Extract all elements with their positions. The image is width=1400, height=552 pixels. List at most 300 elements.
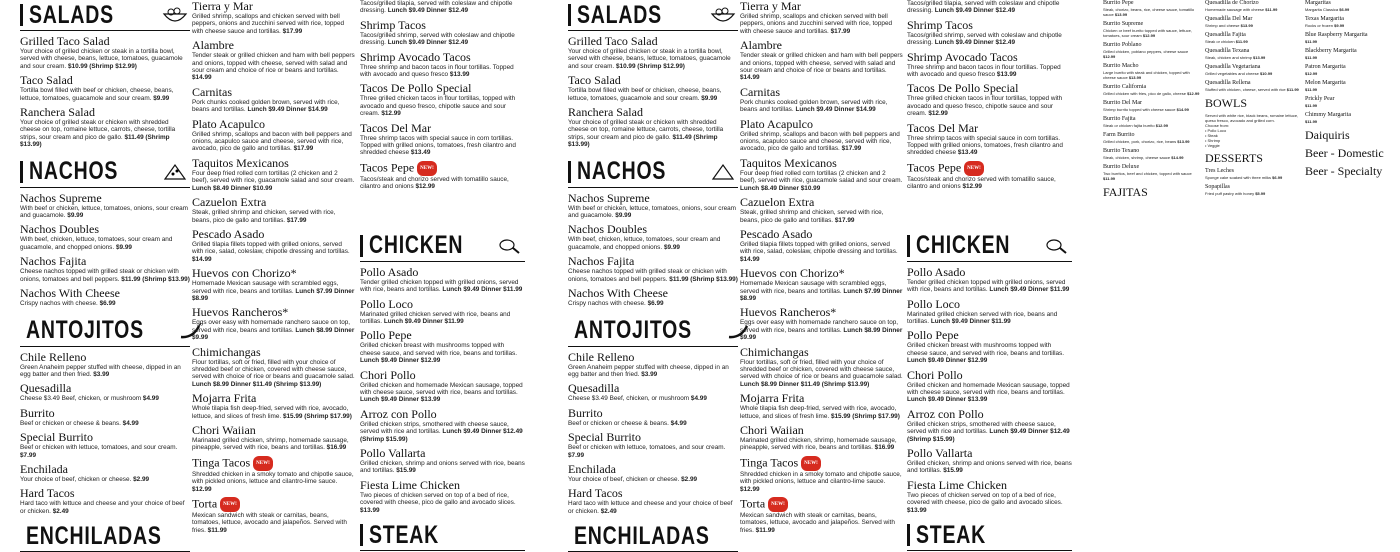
menu-item [1305, 16, 1400, 28]
item-name: Torta NEW! [192, 497, 355, 512]
item-desc-text: Beef or chicken with lettuce, tomatoes, and sour cream. [568, 444, 726, 452]
menu-item [568, 431, 738, 459]
item-price: $6.99 [99, 300, 116, 308]
antojitos-list [20, 351, 190, 516]
item-desc [192, 99, 355, 114]
item-price: Lunch $8.99 Dinner $11.49 (Shrimp $13.99) [192, 380, 322, 388]
item-price: $13.99 [449, 71, 470, 79]
item-name: Blue Raspberry Margarita [1305, 32, 1368, 38]
item-name: Pollo Pepe [907, 328, 959, 343]
item-price: $12.99 [192, 485, 212, 493]
menu-item [20, 382, 190, 402]
item-name: Patron Margarita [1305, 64, 1346, 70]
menu-item [192, 39, 355, 82]
item-desc [1103, 123, 1200, 128]
item-price: $11.99 [1305, 39, 1318, 44]
menu-item [568, 382, 738, 402]
item-name: Burrito Poblano [1103, 42, 1142, 48]
item-desc [192, 359, 355, 389]
item-price: $16.99 [874, 444, 895, 452]
item-price: $9.99 [115, 243, 132, 251]
item-price: $13.99 [360, 506, 380, 514]
item-desc [20, 48, 190, 70]
item-price: $14.99 [1171, 155, 1184, 160]
item-desc [568, 48, 738, 70]
item-price: $12.99 [381, 110, 401, 118]
item-price: $11.49 (Shrimp $13.99) [568, 133, 718, 149]
item-desc-text: Whole tilapia fish deep-fried, served with rice, avocado, lettuce, and slices of fresh lime. [192, 405, 349, 420]
menu-item [1103, 164, 1200, 181]
item-price: $13.99 [1128, 75, 1142, 80]
item-price: $17.99 [830, 27, 851, 35]
desserts-list [1205, 168, 1300, 196]
item-desc [1103, 107, 1200, 112]
item-desc-text: Two pieces of chicken served on top of a bed of rice, covered with cheese, pico de gallo and avocado slices. [360, 491, 516, 507]
item-desc-text: Hard taco with lettuce and cheese and your choice of beef or chicken. [568, 500, 733, 515]
item-desc [360, 342, 525, 364]
item-desc-text: Grilled chicken with fries, pico de gallo, cheese [1103, 91, 1186, 96]
chicken-title-repeat: CHICKEN [916, 231, 1011, 260]
item-desc-text: Tacos/grilled shrimp, served with coleslaw and chipotle dressing. [360, 31, 515, 47]
item-desc [1103, 70, 1200, 80]
item-desc [568, 205, 738, 220]
item-desc [740, 437, 903, 452]
item-desc-text: Homemade Mexican sausage with scrambled eggs, served with rice, beans and tortillas. [740, 280, 887, 295]
item-name: Ranchera Salad [20, 105, 95, 120]
item-price: $15.99 [943, 467, 963, 475]
nachos-list [20, 192, 190, 308]
item-name: Fiesta Lime Chicken [907, 477, 1007, 492]
item-desc-text: Tacos/grilled shrimp, served with coleslaw and chipotle dressing. [907, 31, 1062, 47]
item-name: Chori Pollo [907, 367, 963, 382]
nachos-header-repeat [568, 157, 738, 188]
item-desc-text: Hard taco with lettuce and cheese and your choice of beef or chicken. [20, 500, 185, 515]
desserts-title: DESSERTS [1205, 151, 1263, 165]
item-price: $14.99 [1176, 107, 1189, 112]
item-desc [740, 471, 903, 493]
item-name: Taquitos Mexicanos [192, 155, 289, 170]
item-desc [740, 241, 903, 263]
item-desc [1103, 49, 1200, 59]
item-name: Nachos With Cheese [20, 286, 120, 301]
item-desc-text: Rocks or frozen [1305, 23, 1334, 28]
menu-item [568, 106, 738, 149]
antojitos-list-repeat [568, 351, 738, 516]
item-desc-text: Marinated grilled chicken served with rice, beans and tortillas. [360, 310, 511, 325]
item-desc-text: Two burritos, beef and chicken, topped with sauce [1103, 171, 1192, 176]
item-name: Shrimp Tacos [907, 17, 973, 32]
item-desc [360, 64, 525, 79]
item-desc [568, 236, 738, 251]
item-desc [1103, 28, 1200, 38]
item-name: Fiesta Lime Chicken [360, 477, 460, 492]
item-name: Texas Margarita [1305, 16, 1344, 22]
menu-item [1305, 80, 1400, 92]
menu-item [740, 456, 903, 493]
item-desc-text: Flour tortillas, soft or fried, filled with your choice of shredded beef or chicken, covered with cheese sauce, served with choice of rice or beans and guacamole salad. [740, 358, 903, 381]
item-desc [20, 395, 190, 402]
item-desc [568, 364, 738, 379]
bowls-choose: Choose from: [1205, 123, 1230, 128]
item-desc-text: Grilled shrimp, scallops and chicken served with bell peppers, onions and zucchini served with rice, topped with cheese sauce and tortillas. [740, 13, 893, 35]
item-desc-text: Three grilled chicken tacos in flour tortillas, topped with avocado and queso fresco, chipotle sauce and sour cream. [907, 95, 1063, 118]
item-desc-text: Grilled shrimp, scallops and bacon with bell peppers and onions, acapulco sauce and cheese, served with rice, avocado, pico de gallo and tortillas. [192, 130, 352, 153]
item-price: Lunch $9.49 Dinner $11.99 [442, 286, 523, 294]
menu-item [20, 431, 190, 459]
item-desc-text: Beef or chicken or cheese & beans. [20, 419, 121, 427]
item-name: Carnitas [192, 84, 232, 99]
item-price: $17.99 [282, 27, 303, 35]
item-price: $17.99 [841, 145, 862, 153]
item-desc-text: Flour tortillas, soft or fried, filled with your choice of shredded beef or chicken, covered with cheese sauce, served with choice of rice or beans and guacamole salad. [192, 358, 355, 381]
item-desc [1205, 39, 1300, 44]
nachos-header [20, 157, 190, 188]
item-price: $10.99 (Shrimp $12.99) [67, 62, 137, 70]
item-name: Pollo Vallarta [360, 445, 426, 460]
item-name: Chile Relleno [568, 349, 635, 364]
item-price: $10.99 (Shrimp $12.99) [615, 62, 685, 70]
item-desc [907, 421, 1072, 443]
menu-item [1205, 16, 1300, 28]
item-name: Huevos Rancheros* [192, 305, 289, 320]
menu-item [907, 51, 1072, 79]
menu-item [1103, 0, 1200, 17]
item-name: Tacos De Pollo Special [907, 81, 1019, 96]
item-price: Lunch $9.49 Dinner $13.99 [907, 396, 988, 404]
menu-item [1205, 64, 1300, 76]
menu-item [907, 161, 1072, 191]
item-price: $12.99 [1103, 54, 1116, 59]
item-name: Blackberry Margarita [1305, 48, 1357, 54]
item-price: $11.99 [1235, 39, 1248, 44]
item-price: $2.49 [600, 507, 617, 515]
item-price: $6.99 [1272, 175, 1283, 180]
item-desc-text: Grilled chicken, poblano peppers, cheese sauce [1103, 49, 1189, 54]
item-desc [192, 13, 355, 35]
item-name: Quesadilla Texana [1205, 48, 1250, 54]
item-desc [360, 492, 525, 514]
menu-item [568, 487, 738, 515]
item-desc-text: Grilled chicken, shrimp and onions served with rice, beans and tortillas. [360, 459, 525, 475]
menu-item [192, 456, 355, 493]
item-desc [740, 209, 903, 224]
item-price: $12.99 [415, 183, 435, 191]
item-price: $9.99 [153, 94, 170, 102]
item-desc-text: Grilled tilapia fillets topped with grilled onions, served with rice, salad, coleslaw, chipotle dressing and tortillas. [740, 240, 898, 256]
item-desc [907, 342, 1072, 364]
item-price: $11.99 [1305, 119, 1318, 124]
item-price: Lunch $8.49 Dinner $10.99 [192, 184, 273, 192]
item-desc-text: Pork chunks cooked golden brown, served with rice, beans and tortillas. [740, 98, 888, 114]
item-desc-text: Mexican sandwich with steak or carnitas, beans, tomatoes, lettuce, avocado and jalapeños. Served with fries. [740, 512, 895, 534]
menu-item [20, 223, 190, 251]
item-desc [1103, 7, 1200, 17]
menu-item [192, 157, 355, 192]
item-price: $11.99 [1265, 7, 1278, 12]
item-desc-text: Grilled chicken breast with mushrooms topped with cheese sauce, and served with rice, beans and tortillas. [907, 342, 1065, 357]
item-desc-text: With beef, chicken, lettuce, tomatoes, sour cream and guacamole, and chopped onions. [568, 236, 721, 251]
item-name: Farm Burrito [1103, 132, 1135, 138]
item-price: $5.99 [1255, 191, 1266, 196]
steak-header-repeat [907, 520, 1072, 551]
item-desc [907, 279, 1072, 294]
item-name: Huevos con Chorizo* [740, 266, 845, 281]
item-desc-text: With beef or chicken, lettuce, tomatoes, onions, sour cream and guacamole. [568, 204, 737, 220]
item-name: Chori Waiian [740, 423, 804, 437]
item-desc-text: Green Anaheim pepper stuffed with cheese, dipped in an egg batter and then fried. [568, 363, 729, 378]
menu-item [20, 74, 190, 102]
item-desc [192, 471, 355, 493]
item-desc-text: Steak, grilled shrimp and chicken, served with rice, beans, pico de gallo and tortillas. [192, 209, 336, 224]
item-desc [192, 241, 355, 263]
menu-item [907, 408, 1072, 443]
item-desc [568, 300, 738, 307]
item-price: $2.99 [133, 475, 150, 483]
menu-item [20, 487, 190, 515]
menu-item [1103, 132, 1200, 144]
item-desc-text: Homemade sausage with cheese [1205, 7, 1265, 12]
menu-item [568, 463, 738, 483]
item-desc-text: Shredded chicken in a smoky tomato and chipotle sauce, with pickled onions, lettuce and cilantro-lime sauce. [192, 470, 354, 486]
item-name: Shrimp Tacos [360, 17, 426, 32]
item-price: $12.99 [928, 110, 948, 118]
item-name: Tacos Pepe NEW! [907, 161, 1072, 176]
item-desc-text: Shrimp burrito topped with cheese sauce [1103, 107, 1176, 112]
bowl-option: • Shrimp [1205, 138, 1221, 143]
item-name: Chori Pollo [360, 367, 416, 382]
specials-list [192, 0, 355, 534]
item-desc [740, 52, 903, 82]
column-a-repeat [568, 0, 738, 550]
menu-item [740, 228, 903, 263]
item-desc-text: Your choice of grilled steak or chicken with shredded cheese on top, romaine lettuce, carrots, cheese, tortilla strips, sour cream and pico de gallo. [20, 119, 176, 141]
item-desc [1305, 7, 1400, 12]
item-price: $12.99 [1155, 123, 1168, 128]
item-name: Hard Tacos [568, 486, 623, 501]
bowl-option: • Pollo Loco [1205, 128, 1227, 133]
item-desc [740, 319, 903, 341]
item-price: $13.49 [410, 149, 431, 157]
item-price: $13.99 [1114, 12, 1128, 17]
item-desc-text: Grilled vegetables and cheese [1205, 71, 1259, 76]
item-name: Huevos Rancheros* [740, 305, 837, 320]
item-desc-text: Shredded chicken in a smoky tomato and chipotle sauce, with pickled onions, lettuce and cilantro-lime sauce. [740, 470, 902, 486]
item-desc [1103, 171, 1200, 181]
item-desc-text: Your choice of grilled steak or chicken with shredded cheese on top, romaine lettuce, carrots, cheese, tortilla strips, sour cream and pico de gallo. [568, 119, 724, 141]
item-price: Lunch $9.49 Dinner $13.99 [360, 396, 441, 404]
column-a [20, 0, 190, 550]
item-desc-text: Tacos/grilled tilapia, served with coleslaw and chipotle dressing. [907, 0, 1060, 15]
column-f [1305, 0, 1400, 500]
salads-list-repeat [568, 35, 738, 149]
item-name: Ranchera Salad [568, 105, 643, 120]
salads-list [20, 35, 190, 149]
menu-item [907, 447, 1072, 475]
item-desc-text: Steak, grilled shrimp and chicken, served with rice, beans, pico de gallo and tortillas. [740, 209, 884, 224]
item-name: Special Burrito [20, 430, 93, 445]
menu-item [20, 407, 190, 427]
item-desc-text: Tender steak or grilled chicken and ham with bell peppers and onions, topped with cheese, served with salad and sour cream and choice of rice or beans and tortillas. [192, 52, 355, 75]
menu-item [907, 298, 1072, 326]
item-desc [740, 131, 903, 153]
enchiladas-title-repeat: ENCHILADAS [574, 521, 710, 550]
steak-header [360, 520, 525, 551]
salads-title-repeat: SALADS [577, 0, 662, 29]
burritos-list [1103, 0, 1200, 181]
item-name: Plato Acapulco [192, 116, 265, 131]
daiquiris-title: Daiquiris [1305, 128, 1350, 142]
item-desc [360, 0, 525, 15]
item-price: $13.99 [1240, 23, 1253, 28]
steak-title-repeat: STEAK [916, 520, 986, 549]
item-desc-text: Cheese $3.49 Beef, chicken, or mushroom [20, 395, 142, 403]
item-name: Pollo Vallarta [907, 445, 973, 460]
item-name: Cazuelon Extra [192, 195, 267, 210]
item-desc [907, 95, 1072, 117]
item-desc-text: Eggs over easy with homemade ranchero sauce on top, served with rice, beans and tortillas. [192, 319, 351, 334]
quesadillas-list [1205, 0, 1300, 92]
item-name: Tinga Tacos NEW! [740, 456, 903, 471]
item-desc [1205, 71, 1300, 76]
item-name: Pollo Pepe [360, 328, 412, 343]
item-desc [568, 500, 738, 515]
menu-item [360, 19, 525, 47]
item-name: Alambre [740, 38, 782, 53]
item-name: Sopapillas [1205, 184, 1230, 190]
item-desc [1103, 155, 1200, 160]
item-desc [360, 279, 525, 294]
menu-item [1205, 32, 1300, 44]
item-name: Burrito Deluxe [1103, 164, 1140, 170]
item-price: Lunch $8.99 Dinner $9.99 [192, 326, 355, 342]
item-price: Lunch $9.49 Dinner $11.99 [383, 317, 464, 325]
item-desc [360, 176, 525, 191]
item-name: Mojarra Frita [192, 391, 257, 406]
beer-specialty-title: Beer - Specialty [1305, 164, 1383, 178]
item-desc-text: Homemade Mexican sausage with scrambled eggs, served with rice, beans and tortillas. [192, 280, 339, 295]
item-name: Grilled Taco Salad [20, 34, 110, 48]
item-desc-text: Grilled chicken, shrimp and onions served with rice, beans and tortillas. [907, 459, 1072, 475]
item-desc [192, 280, 355, 302]
item-price: $13.99 [907, 506, 927, 514]
menu-item [740, 118, 903, 153]
item-name: Tacos Pepe NEW! [360, 161, 525, 176]
item-name: Cazuelon Extra [740, 195, 815, 210]
item-name: Arroz con Pollo [360, 406, 437, 421]
item-desc [568, 476, 738, 483]
item-price: $4.99 [690, 395, 707, 403]
menu-item [1103, 100, 1200, 112]
menu-item [568, 223, 738, 251]
item-desc-text: Grilled chicken strips, smothered with cheese sauce, served with rice and tortillas. [907, 420, 1056, 436]
enchiladas-header [20, 521, 190, 552]
menu-item [360, 408, 525, 443]
item-name: Shrimp Avocado Tacos [907, 49, 1018, 64]
menu-item [20, 192, 190, 220]
item-price: $4.99 [142, 395, 159, 403]
item-price: $12.99 [962, 183, 982, 191]
item-desc [568, 420, 738, 427]
item-name: Melon Margarita [1305, 80, 1346, 86]
menu-item [1305, 96, 1400, 108]
item-price: $7.99 [568, 451, 584, 459]
menu-item [1205, 184, 1300, 196]
item-price: $14.99 [740, 74, 760, 82]
item-desc [740, 405, 903, 420]
menu-item [1205, 0, 1300, 12]
item-name: Burrito California [1103, 84, 1147, 90]
item-desc [1205, 7, 1300, 12]
menu-item [360, 51, 525, 79]
item-price: $6.99 [1339, 7, 1350, 12]
item-price: $3.99 [641, 370, 658, 378]
nachos-title: NACHOS [29, 157, 119, 186]
steak-title: STEAK [369, 520, 439, 549]
column-b [192, 0, 355, 534]
drinks-list [1305, 0, 1400, 124]
item-desc [568, 87, 738, 102]
item-price: Lunch $8.49 Dinner $10.99 [740, 184, 821, 192]
menu-item [907, 266, 1072, 294]
item-price: Lunch $9.49 Dinner $12.49 [934, 39, 1015, 47]
bowl-option: • Veggie [1205, 143, 1220, 148]
item-name: Special Burrito [568, 430, 641, 445]
item-price: $11.99 [207, 526, 227, 534]
item-name: Chimmy Margarita [1305, 112, 1352, 118]
item-name: Quesadilla Del Mar [1205, 16, 1253, 22]
item-price: $11.99 [755, 526, 775, 534]
menu-item [20, 463, 190, 483]
item-name: Nachos Fajita [20, 254, 87, 269]
nachos-list-repeat [568, 192, 738, 308]
antojitos-header [20, 316, 190, 347]
bowls-desc: Served with white rice, black beans, romaine lettuce, queso fresco, avocado and grilled corn. [1205, 113, 1299, 123]
item-name: Tacos Del Mar [360, 120, 432, 135]
menu-item [1103, 116, 1200, 128]
item-desc [740, 13, 903, 35]
item-price: $9.99 [701, 94, 718, 102]
item-desc [192, 209, 355, 224]
menu-item [1103, 42, 1200, 59]
item-name: Nachos Supreme [568, 190, 650, 205]
item-name: Taquitos Mexicanos [740, 155, 837, 170]
item-desc-text: Tacos/steak and chorizo served with tomatillo sauce, cilantro and onions [360, 175, 509, 191]
item-desc [740, 280, 903, 302]
menu-item [568, 74, 738, 102]
item-price: $17.99 [293, 145, 314, 153]
item-price: Lunch $9.49 Dinner $14.99 [795, 106, 876, 114]
menu-item [1103, 148, 1200, 160]
item-name: Tacos Del Mar [907, 120, 979, 135]
enchiladas-header-repeat [568, 521, 738, 552]
menu-item [192, 0, 355, 35]
menu-item [907, 479, 1072, 514]
item-desc [192, 170, 355, 192]
item-name: Nachos Supreme [20, 190, 102, 205]
item-price: $13.99 [996, 71, 1017, 79]
item-name: Torta NEW! [740, 497, 903, 512]
item-name: Hard Tacos [20, 486, 75, 501]
menu-item [1305, 48, 1400, 60]
item-name: Burrito Del Mar [1103, 100, 1142, 106]
new-badge: NEW! [768, 497, 788, 512]
nacho-chip-icon [160, 161, 190, 183]
item-name: Chile Relleno [20, 349, 87, 364]
item-desc [907, 32, 1072, 47]
item-price: $12.99 [1305, 71, 1318, 76]
item-desc [1103, 139, 1200, 144]
item-price: $4.99 [670, 419, 687, 427]
